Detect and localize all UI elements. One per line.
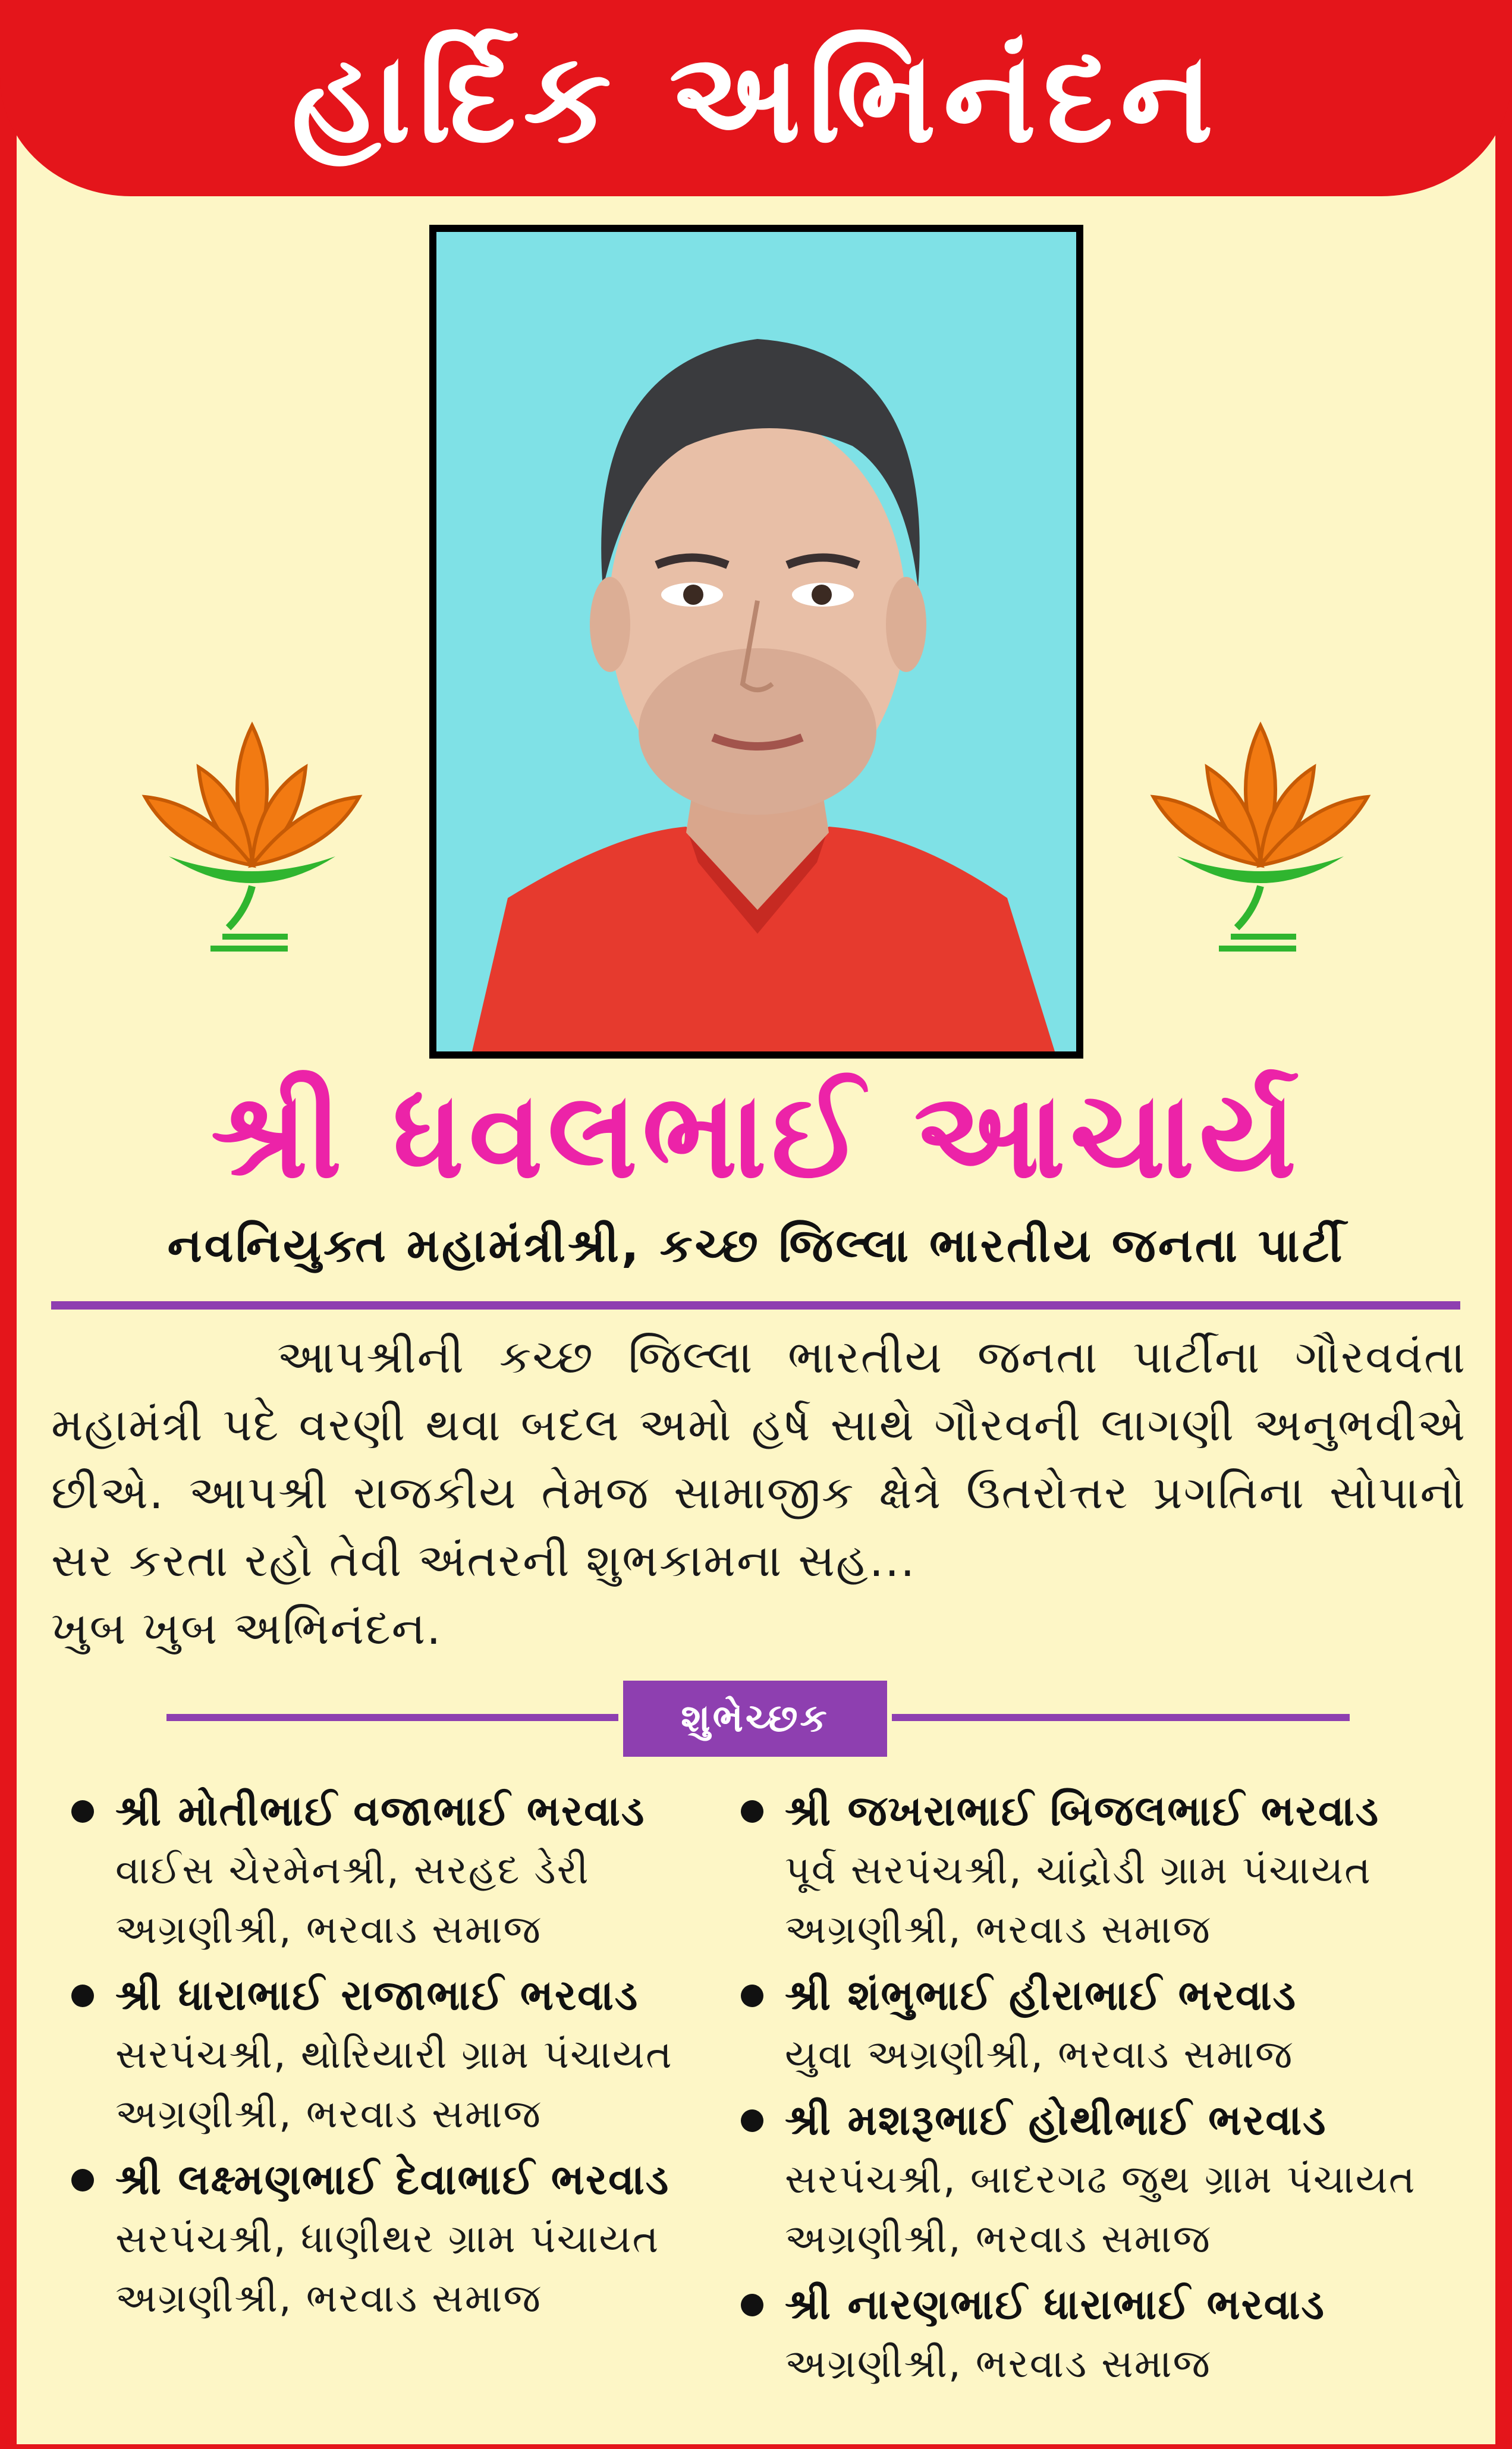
message-text: આપશ્રીની કચ્છ જિલ્લા ભારતીય જનતા પાર્ટીના ગૌરવવંતા મહામંત્રી પદે વરણી થવા બદલ અમો હર્ષ સાથે ગૌરવની લાગણી અનુભવીએ છીએ. આપશ્રી રાજકીય તેમજ સામાજીક ક્ષેત્રે ઉતરોત્તર પ્રગતિના સોપાનો સર કરતા રહો તેવી અંતરની શુભકામના સહ... [51,1330,1467,1587]
wisher-entry [67,2150,768,2328]
wisher-title: અગ્રણીશ્રી, ભરવાડ સમાજ [785,1907,1211,1952]
bullet-icon [71,1985,94,2007]
header-title: હાર્દિક અભિનંદન [291,25,1221,171]
divider [892,1714,1350,1721]
message-body [51,1323,1466,1662]
honoree-name: શ્રી ધવલભાઈ આચાર્ય [210,1066,1302,1205]
bullet-icon [741,1800,763,1823]
wisher-title: વાઈસ ચેરમેનશ્રી, સરહદ ડેરી [115,1847,590,1893]
divider [166,1714,618,1721]
bullet-icon [71,2169,94,2191]
wisher-title: અગ્રણીશ્રી, ભરવાડ સમાજ [785,2341,1211,2387]
wisher-title: અગ્રણીશ્રી, ભરવાડ સમાજ [115,1907,542,1952]
divider [51,1301,1460,1310]
wisher-name: શ્રી ધારાભાઈ રાજાભાઈ ભરવાડ [115,1971,639,2020]
person-silhouette [436,232,1076,1051]
wisher-name: શ્રી મશરૂભાઈ હોથીભાઈ ભરવાડ [785,2096,1327,2145]
bullet-icon [71,1800,94,1823]
wisher-title: પૂર્વ સરપંચશ્રી, ચાંદ્રોડી ગ્રામ પંચાયત [785,1847,1372,1893]
wisher-entry [736,2090,1438,2269]
wisher-title: અગ્રણીશ્રી, ભરવાડ સમાજ [785,2216,1211,2262]
wisher-entry [67,1966,768,2144]
wisher-entry [736,2275,1438,2394]
wishers-column-right [736,1781,1438,2400]
wisher-title: અગ્રણીશ્રી, ભરવાડ સમાજ [115,2275,542,2321]
wisher-title: અગ્રણીશ્રી, ભરવાડ સમાજ [115,2091,542,2137]
wisher-name: શ્રી શંભુભાઈ હીરાભાઈ ભરવાડ [785,1971,1297,2020]
message-closing: ખુબ ખુબ અભિનંદન. [51,1602,442,1654]
wisher-title: સરપંચશ્રી, થોરિયારી ગ્રામ પંચાયત [115,2032,673,2077]
wisher-entry [736,1966,1438,2084]
wisher-title: સરપંચશ્રી, ધાણીથર ગ્રામ પંચાયત [115,2216,660,2262]
wisher-title: સરપંચશ્રી, બાદરગઢ જુથ ગ્રામ પંચાયત [785,2156,1416,2202]
wisher-name: શ્રી લક્ષ્મણભાઈ દેવાભાઈ ભરવાડ [115,2155,670,2204]
bullet-icon [741,2109,763,2132]
wishers-label: શુભેચ્છક [623,1681,887,1757]
bullet-icon [741,2294,763,2316]
wisher-name: શ્રી જખરાભાઈ બિજલભાઈ ભરવાડ [785,1786,1380,1835]
portrait-photo [429,225,1083,1059]
wisher-entry [736,1781,1438,1960]
honoree-designation: નવનિયુક્ત મહામંત્રીશ્રી, કચ્છ જિલ્લા ભારતીય જનતા પાર્ટી [167,1219,1345,1273]
wisher-title: યુવા અગ્રણીશ્રી, ભરવાડ સમાજ [785,2032,1294,2077]
wisher-entry [67,1781,768,1960]
wisher-name: શ્રી નારણભાઈ ધારાભાઈ ભરવાડ [785,2280,1325,2329]
wisher-name: શ્રી મોતીભાઈ વજાભાઈ ભરવાડ [115,1786,646,1835]
bullet-icon [741,1985,763,2007]
lotus-icon [133,714,371,963]
portrait-image [436,232,1076,1051]
wishers-column-left [67,1781,768,2334]
lotus-icon [1142,714,1379,963]
